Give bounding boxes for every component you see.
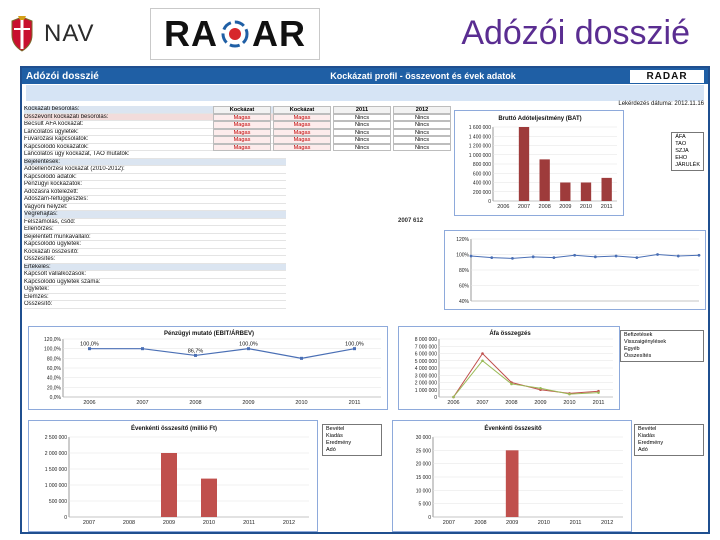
x-tick-label: 2007 [517,204,531,210]
ratio-trend-chart [445,231,707,311]
risk-item: Fuvarozási kapcsolatok: [24,136,286,144]
risk-item: Elemzés: [24,294,286,302]
legend-entry: Adó [326,447,336,453]
risk-cell: Magas [213,144,271,152]
x-tick-label: 2011 [592,400,605,406]
y-tick-label: 0 [434,395,437,401]
y-tick-label: 1 500 000 [44,467,67,473]
line-series [471,255,699,259]
risk-cell: Magas [273,129,331,137]
y-tick-label: 80% [458,268,469,274]
financial-ratio-panel [28,326,388,410]
legend-entry: JÁRULÉK [675,162,700,168]
data-point [511,257,514,260]
x-tick-label: 2009 [559,204,572,210]
risk-cell: Nincs [333,144,391,152]
y-tick-label: 8 000 000 [414,337,437,343]
chart-title: Évenkénti összesítő [484,426,542,432]
data-point [615,255,618,258]
risk-item: Kapcsolódó ügyletek száma: [24,279,286,287]
risk-cell: Nincs [333,114,391,122]
chart-title: Pénzügyi mutató (EBIT/ÁRBEV) [163,331,255,337]
x-tick-label: 2009 [242,400,255,406]
y-tick-label: 60,0% [46,366,61,372]
data-point [481,352,484,355]
data-point [568,393,571,396]
y-tick-label: 80,0% [46,356,61,363]
data-label: 100,0% [239,341,258,348]
bar [506,450,519,517]
data-point [510,383,513,386]
legend-entry: Kiadás [326,433,343,439]
y-tick-label: 120% [456,237,469,243]
risk-cell: Magas [213,121,271,129]
info-row [26,85,704,93]
legend-entry: ÁFA [675,134,686,140]
risk-item: Adózásra kötelezett: [24,189,286,197]
y-tick-label: 2 500 000 [44,435,67,441]
x-tick-label: 2008 [538,204,551,210]
x-tick-label: 2008 [189,400,202,406]
yearly-summary-legend-right [634,424,704,456]
y-tick-label: 2 000 000 [44,451,67,457]
risk-item: Ügyletek: [24,286,286,294]
legend-entry: TAO [675,141,687,147]
risk-header-cell: 2012 [393,106,451,114]
radar-text-right: AR [252,13,306,54]
y-tick-label: 15 000 [415,475,431,481]
yearly-summary-chart-right [393,421,633,533]
y-tick-label: 3 000 000 [414,373,437,380]
y-tick-label: 500 000 [48,499,67,505]
risk-item: Ellenőrzés: [24,226,286,234]
vat-summary-panel [398,326,620,410]
bar [161,453,177,517]
risk-item: Összesítés: [24,256,286,264]
risk-cell: Magas [273,144,331,152]
dossier-document [20,66,710,534]
x-tick-label: 2006 [497,204,510,210]
dossier-title: Adózói dosszié [26,70,99,82]
legend-entry: Kiadás [638,433,655,439]
ratio-trend-panel [444,230,706,310]
data-point [141,347,144,350]
risk-item: Összesítő: [24,301,286,309]
taxpayer-info [22,84,708,102]
y-tick-label: 25 000 [415,448,431,455]
y-tick-label: 1 000 000 [44,483,67,489]
risk-cell: Nincs [333,129,391,137]
risk-item: Kapcsolódó ügyletek: [24,241,286,249]
x-tick-label: 2008 [122,520,136,526]
line-series [454,361,599,397]
x-tick-label: 2006 [447,400,460,406]
y-tick-label: 200 000 [472,189,491,196]
risk-table-header [212,106,452,114]
financial-ratio-chart [29,327,389,411]
risk-table-row [212,136,452,144]
risk-item: Adószám-felfüggesztés: [24,196,286,204]
risk-header-cell: 2011 [333,106,391,114]
y-tick-label: 1 000 000 [414,387,437,394]
risk-item: Összevont kockázati besorolás: [24,114,286,122]
data-point [539,387,542,390]
legend-entry: Visszaigénylések [624,339,667,345]
risk-item: Adóellenőrzési kockázat (2010-2012): [24,166,286,174]
coat-of-arms-icon [8,15,36,53]
y-tick-label: 0 [64,515,67,521]
x-tick-label: 2009 [162,520,176,526]
x-tick-label: 2009 [506,520,519,526]
y-tick-label: 7 000 000 [414,344,437,351]
x-tick-label: 2007 [82,520,96,526]
x-tick-label: 2010 [202,520,216,526]
chart-title: Bruttó Adóteljesítmény (BAT) [498,116,582,122]
y-tick-label: 1 400 000 [468,134,491,141]
data-point [573,254,576,257]
slide-title: Adózói dosszié [461,14,690,52]
x-tick-label: 2012 [282,520,296,526]
risk-item: Láncolatos ügyletek: [24,129,286,137]
risk-cell: Nincs [393,121,451,129]
bar [201,479,217,517]
y-tick-label: 20 000 [415,461,431,468]
risk-item: Kapcsolt vállalkozások: [24,271,286,279]
yearly-summary-panel-left [28,420,318,532]
risk-item: Kockázati besorolás: [24,106,286,114]
y-tick-label: 100% [456,252,469,259]
radar-logo [150,8,320,60]
risk-item: Kockázati összesítő: [24,249,286,257]
radar-text-left: RA [164,13,218,54]
risk-cell: Magas [213,114,271,122]
x-tick-label: 2011 [243,520,255,526]
yearly-summary-legend-left [322,424,382,456]
risk-item: Kapcsolódó adatok: [24,174,286,182]
risk-item: Értékelés: [24,264,286,272]
slide-header [0,0,720,62]
x-tick-label: 2007 [476,400,489,406]
data-point [481,359,484,362]
dossier-radar-logo: RADAR [630,70,704,83]
data-point [470,255,473,258]
y-tick-label: 0 [488,199,491,205]
risk-item: Kapcsolódó kockázatok: [24,144,286,152]
x-tick-label: 2012 [601,520,614,526]
y-tick-label: 60% [458,283,469,290]
risk-table-row [212,129,452,137]
x-tick-label: 2010 [537,520,550,526]
risk-cell: Nincs [393,114,451,122]
risk-cell: Magas [213,136,271,144]
data-label: 100,0% [345,341,364,348]
chart-title: Évenkénti összesítő (millió Ft) [130,426,218,432]
risk-header-cell: Kockázat [213,106,271,114]
legend-entry: Eredmény [638,440,664,446]
legend-entry: Adó [638,447,648,453]
x-tick-label: 2006 [83,400,96,406]
dossier-subtitle: Kockázati profil - összevont és évek adatok [330,71,516,81]
line-series [90,349,355,359]
legend-entry: EHO [675,155,688,161]
data-point [677,255,680,258]
y-tick-label: 0 [428,515,431,521]
vat-summary-legend [620,330,704,362]
bar [540,159,550,201]
bar [560,183,570,202]
risk-cell: Magas [213,129,271,137]
y-tick-label: 5 000 000 [414,358,437,365]
legend-entry: Befizetések [624,332,653,338]
y-tick-label: 40,0% [46,375,61,382]
risk-item: Felszámolás, csőd: [24,219,286,227]
bar [581,183,591,202]
bat-chart-panel [454,110,624,216]
data-point [300,357,303,360]
data-label: 86,7% [187,348,204,355]
y-tick-label: 40% [458,299,469,305]
x-tick-label: 2008 [505,400,518,406]
legend-entry: Eredmény [326,440,352,446]
y-tick-label: 2 000 000 [414,380,437,387]
risk-item: Láncolatos ügy kockázat, TAO mutatók: [24,151,286,159]
bat-legend [671,132,704,171]
bat-chart [455,111,625,217]
y-tick-label: 5 000 [418,501,431,508]
legend-entry: Összesítés [624,353,652,359]
legend-entry: Bevétel [326,426,345,432]
vat-summary-chart [399,327,621,411]
risk-cell: Magas [273,136,331,144]
x-tick-label: 2007 [136,400,149,406]
info-row [26,93,704,101]
data-point [635,256,638,259]
y-tick-label: 1 000 000 [468,152,491,159]
x-tick-label: 2011 [569,520,582,526]
y-tick-label: 30 000 [415,435,431,441]
x-tick-label: 2009 [534,400,547,406]
y-tick-label: 600 000 [472,171,491,178]
nav-text: NAV [44,20,95,47]
x-tick-label: 2010 [579,204,593,210]
data-point [656,253,659,256]
risk-cell: Nincs [333,136,391,144]
legend-entry: SZJA [675,148,689,154]
risk-table-row [212,144,452,152]
y-tick-label: 4 000 000 [414,366,437,372]
yearly-summary-panel-right [392,420,632,532]
risk-item: Becsült ÁFA kockázat: [24,121,286,129]
risk-cell: Nincs [393,129,451,137]
risk-cell: Nincs [393,144,451,152]
risk-cell: Nincs [393,136,451,144]
x-tick-label: 2010 [295,400,308,406]
chart-title: Áfa összegzés [489,331,531,337]
y-tick-label: 10 000 [415,488,431,495]
data-point [490,256,493,259]
y-tick-label: 800 000 [472,162,491,168]
data-point [452,396,455,399]
data-point [553,256,556,259]
radar-icon [220,19,250,49]
risk-item: Vagyoni helyzet: [24,204,286,212]
y-tick-label: 400 000 [472,180,491,187]
data-point [594,255,597,258]
risk-item: Bejelentett munkavállaló: [24,234,286,242]
risk-header-cell: Kockázat [273,106,331,114]
legend-entry: Egyéb [624,346,640,352]
nav-logo [8,12,128,56]
x-tick-label: 2010 [563,400,576,406]
x-tick-label: 2008 [474,520,487,526]
dossier-header-band [22,68,708,84]
data-label: 100,0% [80,341,99,348]
y-tick-label: 100,0% [44,346,61,353]
y-tick-label: 6 000 000 [414,351,437,358]
data-point [597,391,600,394]
x-tick-label: 2011 [348,400,361,406]
legend-entry: Bevétel [638,426,657,432]
risk-item: Pénzügyi kockázatok: [24,181,286,189]
yearly-summary-chart-left [29,421,319,533]
y-tick-label: 1 200 000 [468,143,491,150]
note-value: 2007 612 [398,218,424,224]
y-tick-label: 120,0% [44,337,61,343]
risk-cell: Nincs [333,121,391,129]
risk-cell: Magas [273,114,331,122]
query-date: Lekérdezés dátuma: 2012.11.16 [618,101,704,107]
risk-table-row [212,121,452,129]
y-tick-label: 1 600 000 [468,125,491,131]
risk-item: Bejelentések: [24,159,286,167]
data-point [698,254,701,257]
x-tick-label: 2011 [600,204,613,210]
risk-item: Végrehajtás: [24,211,286,219]
risk-cell: Magas [273,121,331,129]
data-point [532,255,535,258]
y-tick-label: 20,0% [46,385,61,392]
y-tick-label: 0,0% [49,395,61,401]
risk-classification-table [212,106,452,151]
bar [602,178,612,201]
risk-table-row [212,114,452,122]
x-tick-label: 2007 [442,520,455,526]
bar [519,127,529,201]
